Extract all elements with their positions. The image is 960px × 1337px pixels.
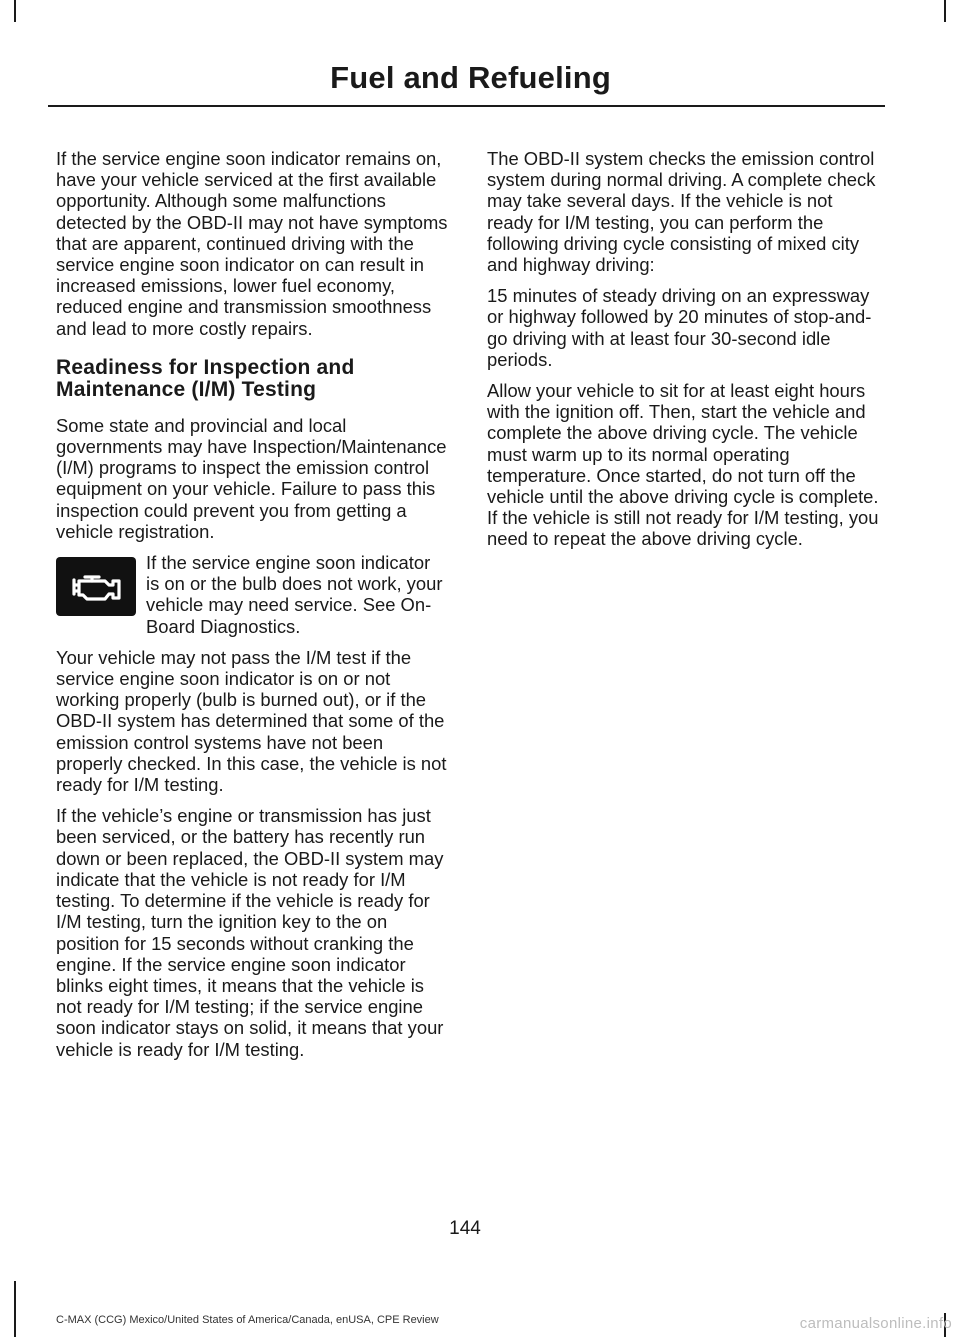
watermark: carmanualsonline.info bbox=[799, 1315, 952, 1332]
paragraph-may-not-pass: Your vehicle may not pass the I/M test if the service engine soon indicator is on or not working properly (bulb is burned out), or if the OBD-II system has determined that some of the emission control systems have not been properly checked. In this case, the vehicle is not ready for I/M testing. bbox=[56, 646, 447, 796]
paragraph-recently-serviced: If the vehicle’s engine or transmission has just been serviced, or the battery has recently run down or been replaced, the OBD-II system may indicate that the vehicle is not ready for I/M testing. To determine if the vehicle is ready for I/M testing, turn the ignition key to the on position for 15 seconds without cranking the engine. If the service engine soon indicator blinks eight times, it means that the vehicle is not ready for I/M testing; if the service engine soon indicator stays on solid, it means that your vehicle is ready for I/M testing. bbox=[56, 805, 444, 1060]
section-heading-readiness: Readiness for Inspection and Maintenance (I/M) Testing bbox=[56, 355, 355, 401]
left-column bbox=[56, 148, 448, 1070]
page-number: 144 bbox=[449, 1218, 481, 1239]
right-column bbox=[487, 148, 880, 560]
check-engine-icon bbox=[56, 557, 136, 616]
crop-mark-bottom-left bbox=[14, 1281, 16, 1337]
paragraph-obd-checks: The OBD-II system checks the emission control system during normal driving. A complete check may take several days. If the vehicle is not ready for I/M testing, you can perform the following driving cycle consisting of mixed city and highway driving: bbox=[487, 148, 876, 276]
footer-document-info: C-MAX (CCG) Mexico/United States of America/Canada, enUSA, CPE Review bbox=[56, 1314, 439, 1326]
crop-mark-top-right bbox=[944, 0, 946, 22]
paragraph-sit-overnight: Allow your vehicle to sit for at least eight hours with the ignition off. Then, start the vehicle and complete the above driving cycle. The vehicle must warm up to its normal operating temperature. Once started, do not turn off the vehicle until the above driving cycle is complete. If the vehicle is still not ready for I/M testing, you need to repeat the above driving cycle. bbox=[487, 380, 879, 550]
paragraph-service-engine-soon: If the service engine soon indicator is on or the bulb does not work, your vehicle may need service. See On-Board Diagnostics. bbox=[146, 552, 443, 637]
paragraph-indicator-remains-on: If the service engine soon indicator remains on, have your vehicle serviced at the first available opportunity. Although some malfunctions detected by the OBD-II may not have symptoms that are apparent, continued driving with the service engine soon indicator on can result in increased emissions, lower fuel economy, reduced engine and transmission smoothness and lead to more costly repairs. bbox=[56, 148, 448, 339]
crop-mark-top-left bbox=[14, 0, 16, 22]
page-title: Fuel and Refueling bbox=[330, 60, 611, 95]
icon-paragraph bbox=[56, 552, 448, 637]
header-divider bbox=[48, 105, 885, 107]
paragraph-im-programs: Some state and provincial and local governments may have Inspection/Maintenance (I/M) programs to inspect the emission control equipment on your vehicle. Failure to pass this inspection could prevent you from getting a vehicle registration. bbox=[56, 414, 447, 542]
paragraph-driving-cycle: 15 minutes of steady driving on an expressway or highway followed by 20 minutes of stop-and-go driving with at least four 30-second idle periods. bbox=[487, 285, 872, 370]
